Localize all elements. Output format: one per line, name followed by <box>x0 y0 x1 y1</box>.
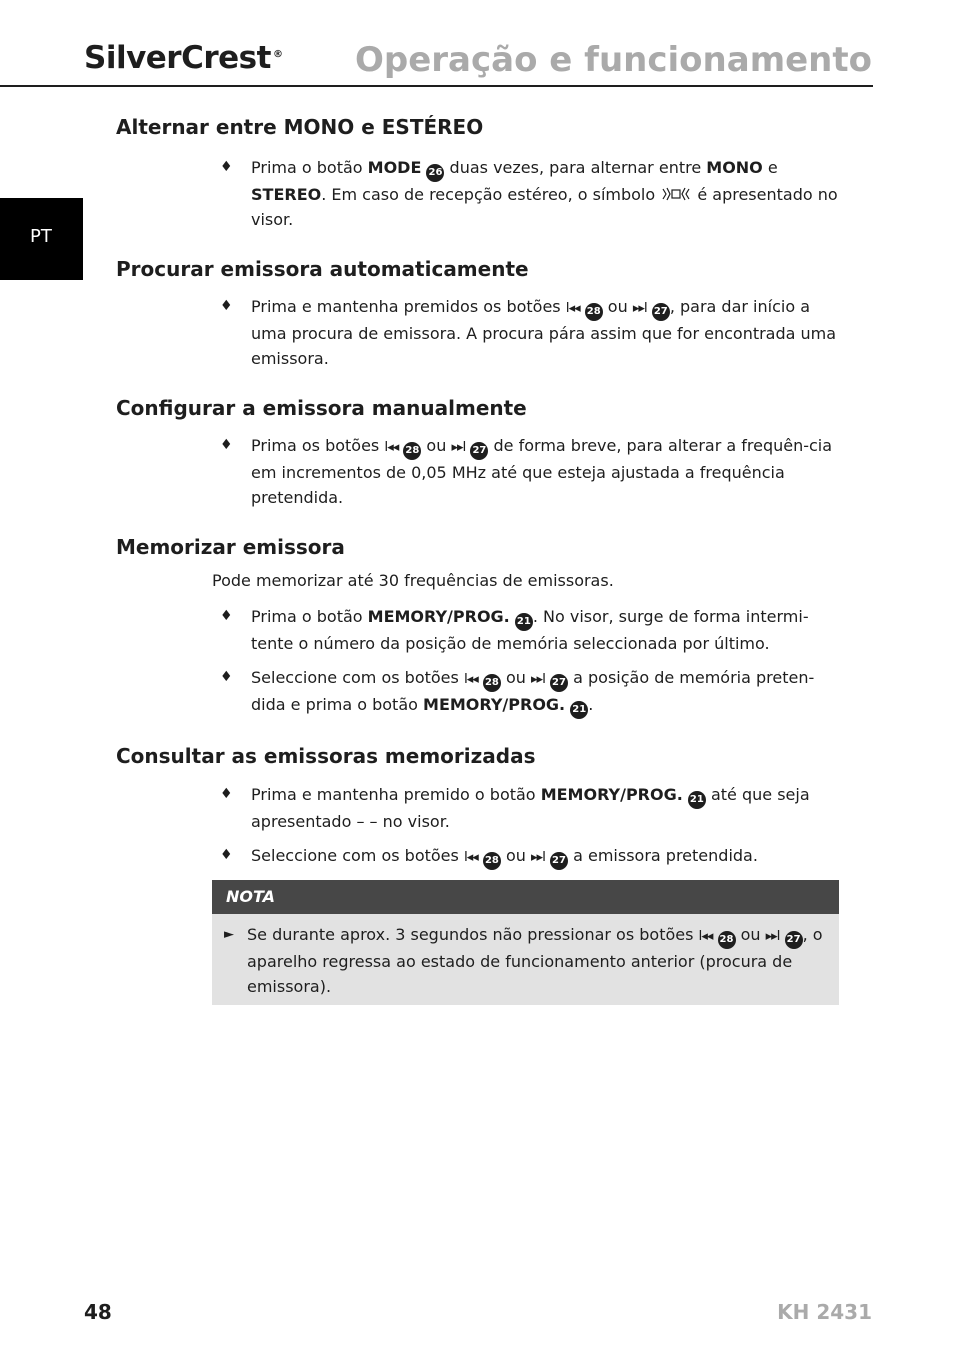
callout-number: 27 <box>652 303 670 321</box>
callout-number: 27 <box>550 674 568 692</box>
callout-number: 26 <box>426 164 444 182</box>
skip-back-icon: I◂◂ <box>384 440 399 455</box>
callout-number: 28 <box>483 674 501 692</box>
text: ou <box>500 668 532 687</box>
memory-prog-label: MEMORY/PROG. <box>367 607 510 626</box>
section-title-manual-tune: Configurar a emissora manualmente <box>116 396 527 420</box>
list-item <box>116 294 839 371</box>
skip-back-icon: I◂◂ <box>698 929 713 944</box>
skip-back-icon: I◂◂ <box>463 850 478 865</box>
callout-number: 21 <box>515 613 533 631</box>
brand-logo <box>84 40 282 76</box>
mode-button-label: MODE <box>367 158 422 177</box>
text: ou <box>735 925 766 944</box>
brand-name: SilverCrest <box>84 40 271 76</box>
note-heading: NOTA <box>212 880 839 914</box>
list-item <box>116 155 839 232</box>
text: e <box>762 158 778 177</box>
diamond-bullet-icon: ♦ <box>220 437 233 453</box>
diamond-bullet-icon: ♦ <box>220 159 233 175</box>
text: ou <box>500 846 532 865</box>
intro-paragraph: Pode memorizar até 30 frequências de emissoras. <box>212 571 614 590</box>
text: de forma breve, para alterar a frequên-cia em incrementos de 0,05 MHz até que esteja ajustada a frequência pretendida. <box>251 436 833 507</box>
skip-forward-icon: ▸▸I <box>531 850 545 865</box>
diamond-bullet-icon: ♦ <box>220 847 233 863</box>
text: Prima os botões <box>251 436 385 455</box>
text: Seleccione com os botões <box>251 668 464 687</box>
text: . <box>588 695 594 714</box>
list-item <box>116 604 839 656</box>
skip-forward-icon: ▸▸I <box>765 929 780 944</box>
text: até que seja apresentado – – no visor. <box>251 785 810 831</box>
skip-back-icon: I◂◂ <box>565 301 580 316</box>
page-number: 48 <box>84 1300 112 1324</box>
text: Se durante aprox. 3 segundos não pressionar os botões <box>247 925 699 944</box>
stereo-speaker-icon <box>660 185 692 203</box>
text: Prima o botão <box>251 607 368 626</box>
page-title: Operação e funcionamento <box>354 40 872 80</box>
right-triangle-icon: ► <box>224 927 234 942</box>
memory-prog-label: MEMORY/PROG. <box>423 695 566 714</box>
text: . No visor, surge de forma intermi-tente o número da posição de memória seleccionada por último. <box>251 607 809 653</box>
list-item <box>116 433 839 510</box>
section-title-recall-stations: Consultar as emissoras memorizadas <box>116 744 536 768</box>
text: ou <box>602 297 633 316</box>
section-title-mono-stereo: Alternar entre MONO e ESTÉREO <box>116 115 484 139</box>
registered-mark: ® <box>272 48 283 60</box>
language-tab <box>0 198 83 280</box>
text: é apresentado no visor. <box>251 185 838 229</box>
stereo-label: STEREO <box>251 185 322 204</box>
text: Seleccione com os botões <box>251 846 464 865</box>
diamond-bullet-icon: ♦ <box>220 786 233 802</box>
diamond-bullet-icon: ♦ <box>220 669 233 685</box>
callout-number: 28 <box>403 442 421 460</box>
callout-number: 27 <box>785 931 803 949</box>
callout-number: 27 <box>470 442 488 460</box>
callout-number: 21 <box>688 791 706 809</box>
text: , o aparelho regressa ao estado de funcionamento anterior (procura de emissora). <box>247 925 823 996</box>
list-item <box>116 843 839 870</box>
callout-number: 28 <box>585 303 603 321</box>
section-title-store-station: Memorizar emissora <box>116 535 345 559</box>
header-divider <box>0 85 873 87</box>
diamond-bullet-icon: ♦ <box>220 298 233 314</box>
text: . Em caso de recepção estéreo, o símbolo <box>321 185 661 204</box>
text: a emissora pretendida. <box>568 846 758 865</box>
skip-forward-icon: ▸▸I <box>632 301 647 316</box>
section-title-auto-search: Procurar emissora automaticamente <box>116 257 529 281</box>
language-tab-label: PT <box>30 226 52 247</box>
callout-number: 28 <box>483 852 501 870</box>
text: a posição de memória preten-dida e prima o botão <box>251 668 815 714</box>
callout-number: 28 <box>718 931 736 949</box>
main-content <box>116 112 839 1005</box>
list-item <box>116 782 839 834</box>
note-body <box>212 914 839 1005</box>
skip-forward-icon: ▸▸I <box>451 440 466 455</box>
callout-number: 27 <box>550 852 568 870</box>
text: ou <box>421 436 452 455</box>
skip-forward-icon: ▸▸I <box>531 672 545 687</box>
text: duas vezes, para alternar entre <box>444 158 707 177</box>
text: Prima e mantenha premido o botão <box>251 785 541 804</box>
mono-label: MONO <box>706 158 763 177</box>
model-number: KH 2431 <box>777 1300 872 1324</box>
callout-number: 21 <box>570 701 588 719</box>
memory-prog-label: MEMORY/PROG. <box>540 785 683 804</box>
list-item <box>116 665 839 719</box>
note-box <box>212 880 839 1005</box>
text: Prima e mantenha premidos os botões <box>251 297 566 316</box>
text: Prima o botão <box>251 158 368 177</box>
skip-back-icon: I◂◂ <box>463 672 478 687</box>
text: , para dar início a uma procura de emissora. A procura pára assim que for encontrada uma emissora. <box>251 297 837 368</box>
diamond-bullet-icon: ♦ <box>220 608 233 624</box>
